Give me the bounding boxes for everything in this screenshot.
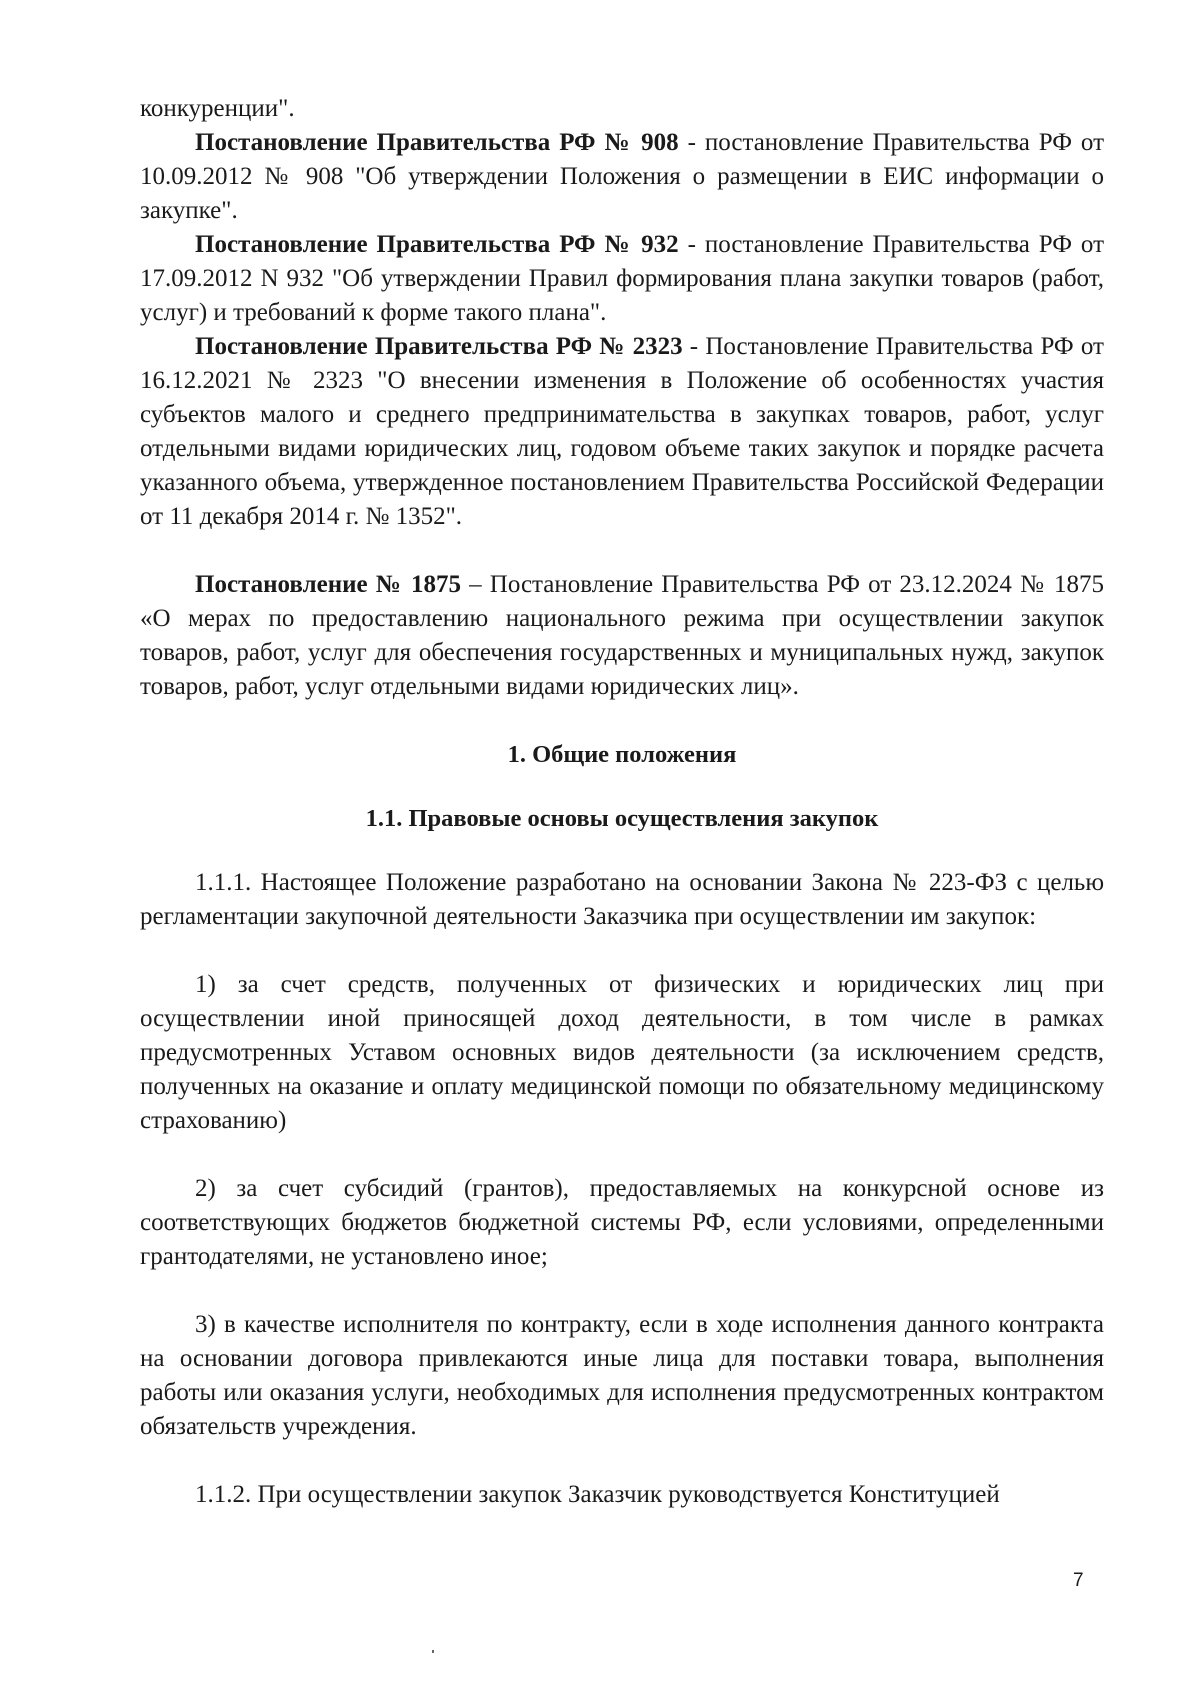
clause-1-1-2: 1.1.2. При осуществлении закупок Заказчик руководствуется Конституцией — [195, 1481, 1000, 1508]
section-title: 1. Общие положения — [507, 741, 737, 768]
clause-1-1-1: 1.1.1. Настоящее Положение разработано на основании Закона № 223-ФЗ с целью регламентации закупочной деятельности Заказчика при осуществлении им закупок: — [140, 869, 1104, 930]
definition-text: - постановление Правительства РФ от 10.09.2012 № 908 "Об утверждении Положения о размещении в ЕИС информации о закупке". — [140, 129, 1104, 224]
definition-term: Постановление Правительства РФ № 2323 — [195, 333, 683, 360]
page-number: 7 — [1073, 1570, 1084, 1591]
list-item-2: 2) за счет субсидий (грантов), предоставляемых на конкурсной основе из соответствующих бюджетов бюджетной системы РФ, если условиями, определенными грантодателями, не установлено иное; — [140, 1175, 1104, 1270]
subsection-title: 1.1. Правовые основы осуществления закупок — [365, 805, 879, 832]
definition-908 — [140, 126, 1104, 228]
definition-text: – Постановление Правительства РФ от 23.12.2024 № 1875 «О мерах по предоставлению национального режима при осуществлении закупок товаров, работ, услуг для обеспечения государственных и муниципальных нужд, закупок товаров, работ, услуг отдельными видами юридических лиц». — [140, 571, 1104, 700]
list-item-1: 1) за счет средств, полученных от физических и юридических лиц при осуществлении иной приносящей доход деятельности, в том числе в рамках предусмотренных Уставом основных видов деятельности (за исключением средств, полученных на оказание и оплату медицинской помощи по обязательному медицинскому страхованию) — [140, 971, 1104, 1134]
definition-term: Постановление Правительства РФ № 908 — [195, 129, 679, 156]
definition-term: Постановление Правительства РФ № 932 — [195, 231, 679, 258]
definition-932 — [140, 228, 1104, 330]
scan-artifact — [432, 1650, 434, 1653]
definition-1875 — [140, 568, 1104, 704]
definition-2323 — [140, 330, 1104, 534]
definition-text: - Постановление Правительства РФ от 16.12.2021 № 2323 "О внесении изменения в Положение об особенностях участия субъектов малого и среднего предпринимательства в закупках товаров, работ, услуг отдельными видами юридических лиц, годовом объеме таких закупок и порядке расчета указанного объема, утвержденное постановлением Правительства Российской Федерации от 11 декабря 2014 г. № 1352". — [140, 333, 1104, 530]
definition-term: Постановление № 1875 — [195, 571, 461, 598]
list-item-3: 3) в качестве исполнителя по контракту, если в ходе исполнения данного контракта на основании договора привлекаются иные лица для поставки товара, выполнения работы или оказания услуги, необходимых для исполнения предусмотренных контрактом обязательств учреждения. — [140, 1311, 1104, 1440]
definition-text: - постановление Правительства РФ от 17.09.2012 N 932 "Об утверждении Правил формирования плана закупки товаров (работ, услуг) и требований к форме такого плана". — [140, 231, 1104, 326]
intro-tail: конкуренции". — [140, 95, 295, 122]
